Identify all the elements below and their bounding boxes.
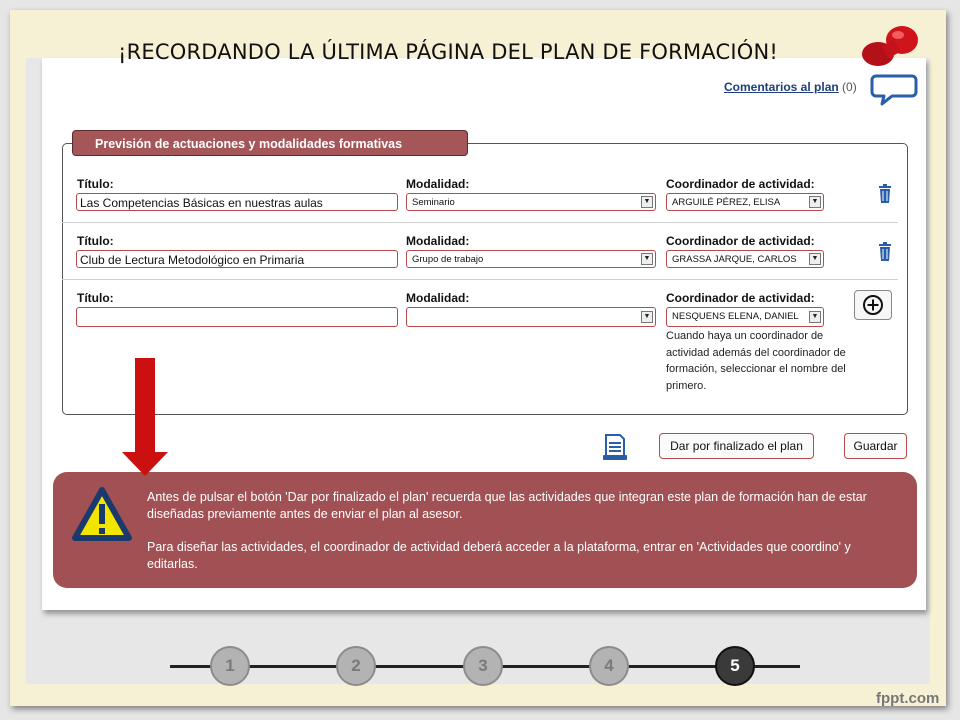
chevron-down-icon[interactable]: ▼: [641, 311, 653, 323]
footer-brand: fppt.com: [876, 690, 940, 707]
modalidad-select[interactable]: [406, 307, 656, 327]
step-5[interactable]: 5: [715, 646, 755, 686]
slide-title: ¡RECORDANDO LA ÚLTIMA PÁGINA DEL PLAN DE FORMACIÓN!: [118, 40, 778, 64]
coordinador-value: ARGUILÉ PÉREZ, ELISA: [672, 197, 781, 208]
modalidad-select[interactable]: [406, 250, 656, 268]
modalidad-label: Modalidad:: [406, 177, 470, 191]
titulo-label: Título:: [77, 291, 114, 305]
coordinador-select[interactable]: [666, 250, 824, 268]
step-2[interactable]: 2: [336, 646, 376, 686]
chevron-down-icon[interactable]: ▼: [809, 311, 821, 323]
warning-text-2: Para diseñar las actividades, el coordinador de actividad deberá acceder a la plataforma, entrar en 'Actividades que coordino' y editarlas.: [147, 540, 851, 571]
trash-icon[interactable]: [877, 242, 893, 262]
coordinador-select[interactable]: [666, 193, 824, 211]
coordinador-value: NESQUENS ELENA, DANIEL: [672, 311, 799, 322]
modalidad-value: Grupo de trabajo: [412, 254, 484, 265]
coordinator-note: Cuando haya un coordinador de actividad además del coordinador de formación, seleccionar el nombre del primero.: [666, 330, 846, 392]
section-title: Previsión de actuaciones y modalidades formativas: [72, 130, 468, 156]
modalidad-value: Seminario: [412, 197, 455, 208]
titulo-label: Título:: [77, 234, 114, 248]
comments-link[interactable]: Comentarios al plan: [724, 80, 839, 94]
chevron-down-icon[interactable]: ▼: [641, 253, 653, 265]
trash-icon[interactable]: [877, 184, 893, 204]
down-arrow-icon: [122, 358, 168, 476]
titulo-input[interactable]: Club de Lectura Metodológico en Primaria: [76, 250, 398, 268]
modalidad-select[interactable]: [406, 193, 656, 211]
titulo-input[interactable]: Las Competencias Básicas en nuestras aulas: [76, 193, 398, 211]
chevron-down-icon[interactable]: ▼: [641, 196, 653, 208]
coordinador-label: Coordinador de actividad:: [666, 291, 815, 305]
step-3[interactable]: 3: [463, 646, 503, 686]
chat-bubble-icon[interactable]: [870, 72, 918, 108]
coordinador-label: Coordinador de actividad:: [666, 234, 815, 248]
warning-icon: [71, 486, 133, 542]
step-4[interactable]: 4: [589, 646, 629, 686]
comments-link-group: [724, 80, 857, 94]
titulo-label: Título:: [77, 177, 114, 191]
document-icon[interactable]: [602, 433, 628, 461]
step-1[interactable]: 1: [210, 646, 250, 686]
warning-text-1: Antes de pulsar el botón 'Dar por finalizado el plan' recuerda que las actividades que integran este plan de formación han de estar diseñadas previamente antes de enviar el plan al asesor.: [147, 490, 867, 521]
chevron-down-icon[interactable]: ▼: [809, 253, 821, 265]
step-indicator: [170, 646, 802, 686]
add-activity-button[interactable]: [854, 290, 892, 320]
coordinador-select[interactable]: [666, 307, 824, 327]
pushpin-icon: [858, 24, 922, 68]
plus-circle-icon: [862, 294, 884, 316]
titulo-input[interactable]: [76, 307, 398, 327]
modalidad-label: Modalidad:: [406, 234, 470, 248]
modalidad-label: Modalidad:: [406, 291, 470, 305]
coordinador-value: GRASSA JARQUE, CARLOS: [672, 254, 797, 265]
warning-box: [53, 472, 917, 588]
save-button[interactable]: Guardar: [844, 433, 907, 459]
chevron-down-icon[interactable]: ▼: [809, 196, 821, 208]
coordinador-label: Coordinador de actividad:: [666, 177, 815, 191]
finalize-plan-button[interactable]: Dar por finalizado el plan: [659, 433, 814, 459]
comments-count: (0): [842, 80, 857, 94]
